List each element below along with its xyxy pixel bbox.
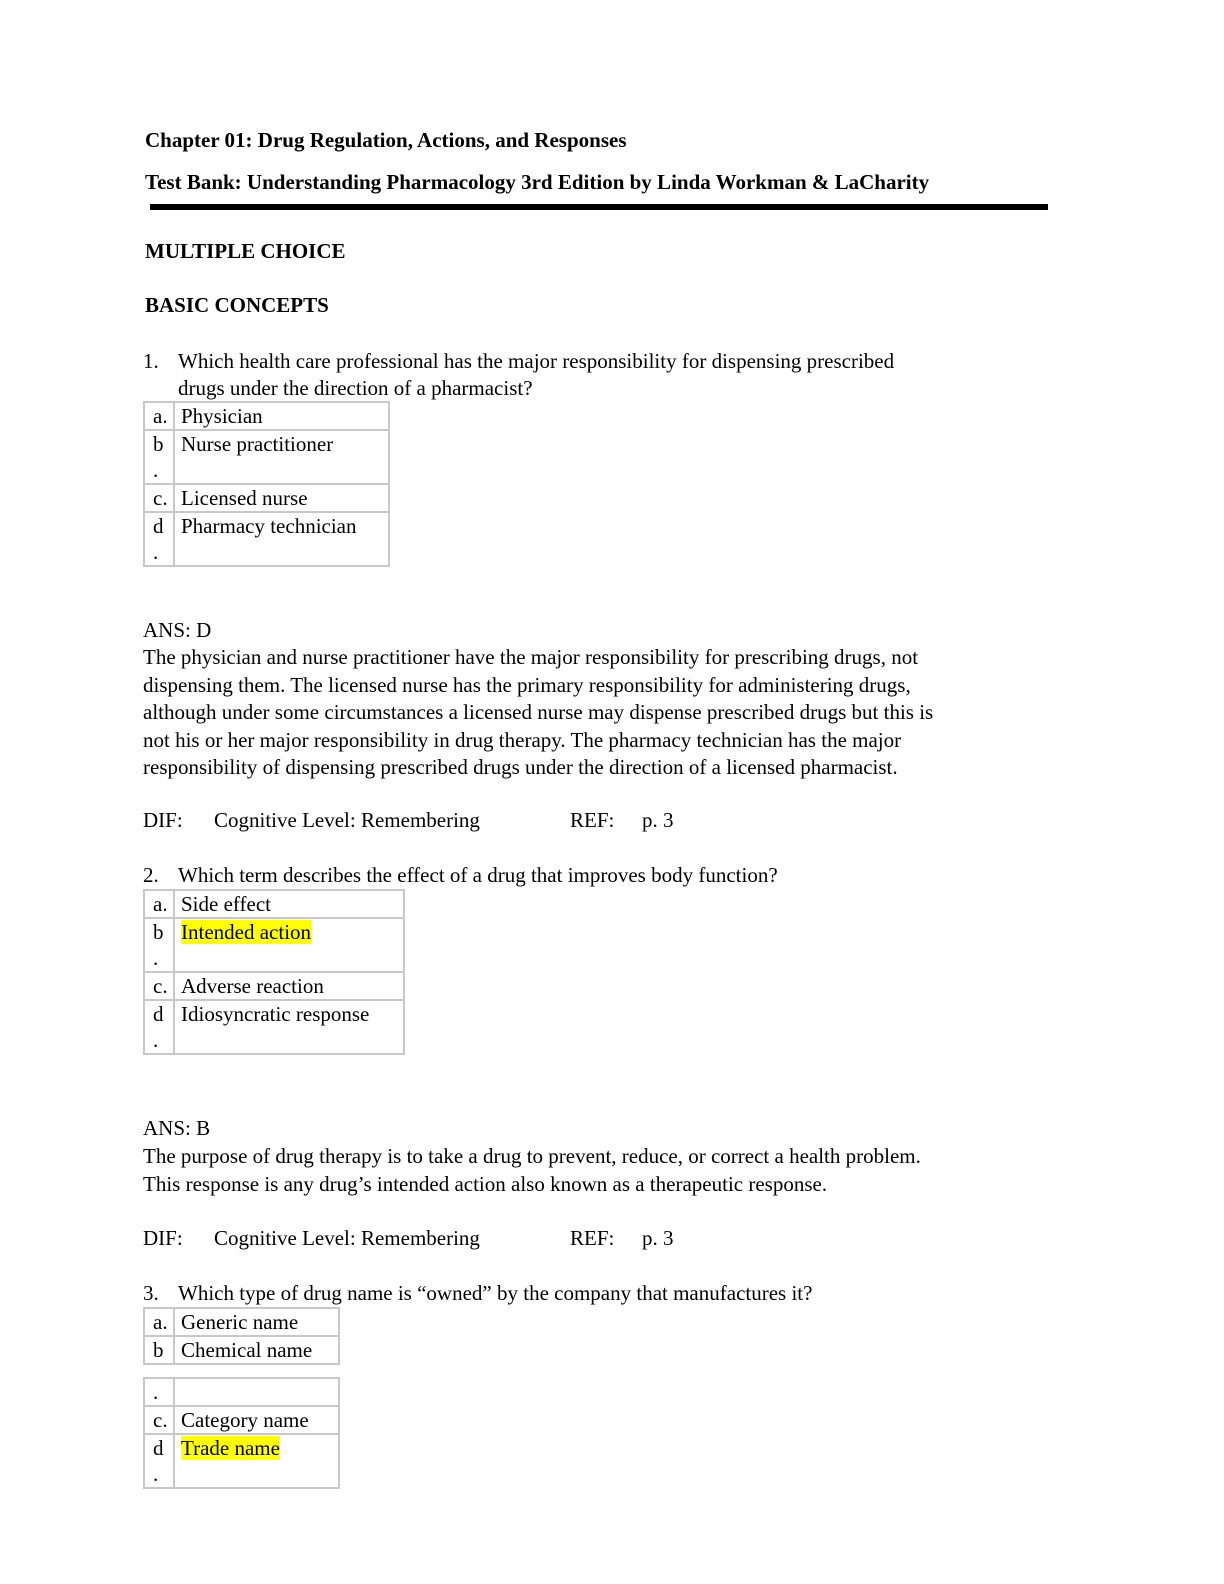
answer-q2: ANS: B xyxy=(143,1116,211,1140)
rationale-line: although under some circumstances a licensed nurse may dispense prescribed drugs but this is xyxy=(143,700,934,724)
chapter-title: Chapter 01: Drug Regulation, Actions, and Responses xyxy=(145,128,627,152)
section-multiple-choice: MULTIPLE CHOICE xyxy=(145,239,346,263)
option-text: Category name xyxy=(174,1406,339,1434)
section-basic-concepts: BASIC CONCEPTS xyxy=(145,293,329,317)
option-letter: b . xyxy=(144,918,174,972)
option-row[interactable] xyxy=(144,512,389,566)
option-text xyxy=(174,918,404,972)
option-row[interactable] xyxy=(144,484,389,512)
option-row[interactable] xyxy=(144,890,404,918)
option-text: Side effect xyxy=(174,890,404,918)
option-row[interactable] xyxy=(144,1000,404,1054)
option-row xyxy=(144,1378,339,1406)
question-number: 3. xyxy=(143,1281,159,1305)
header-rule xyxy=(150,204,1048,210)
metadata-q1 xyxy=(143,808,843,836)
question-1 xyxy=(143,348,1043,404)
dif-value: Cognitive Level: Remembering xyxy=(214,808,480,832)
dif-label: DIF: xyxy=(143,1226,183,1250)
option-letter: . xyxy=(144,1378,174,1406)
option-text: Adverse reaction xyxy=(174,972,404,1000)
rationale-line: The physician and nurse practitioner have the major responsibility for prescribing drugs, not xyxy=(143,645,919,669)
highlighted-answer: Intended action xyxy=(181,920,312,944)
option-letter: d . xyxy=(144,1000,174,1054)
dif-value: Cognitive Level: Remembering xyxy=(214,1226,480,1250)
question-3 xyxy=(143,1280,1043,1308)
rationale-q1 xyxy=(143,644,933,782)
highlighted-answer: Trade name xyxy=(181,1436,280,1460)
option-text: Nurse practitioner xyxy=(174,430,389,484)
option-row[interactable] xyxy=(144,1336,339,1364)
option-text xyxy=(174,1378,339,1406)
option-letter: a. xyxy=(144,890,174,918)
dif-label: DIF: xyxy=(143,808,183,832)
option-row[interactable] xyxy=(144,972,404,1000)
question-number: 2. xyxy=(143,863,159,887)
question-stem-line-1: Which term describes the effect of a drug that improves body function? xyxy=(178,863,778,887)
ref-value: p. 3 xyxy=(642,1226,674,1250)
rationale-line: dispensing them. The licensed nurse has the primary responsibility for administering drugs, xyxy=(143,672,911,697)
option-row[interactable] xyxy=(144,402,389,430)
question-stem-line-1: Which health care professional has the major responsibility for dispensing prescribed xyxy=(178,349,895,373)
rationale-line: The purpose of drug therapy is to take a drug to prevent, reduce, or correct a health problem. xyxy=(143,1144,921,1168)
option-row[interactable] xyxy=(144,1308,339,1336)
option-letter: d . xyxy=(144,512,174,566)
answer-q1: ANS: D xyxy=(143,618,212,642)
option-letter: c. xyxy=(144,484,174,512)
option-text: Chemical name xyxy=(174,1336,339,1364)
option-text: Generic name xyxy=(174,1308,339,1336)
option-text: Idiosyncratic response xyxy=(174,1000,404,1054)
option-row[interactable] xyxy=(144,1434,339,1488)
options-table-q2 xyxy=(143,889,405,1055)
test-bank-subtitle: Test Bank: Understanding Pharmacology 3rd Edition by Linda Workman & LaCharity xyxy=(145,170,930,194)
option-letter: c. xyxy=(144,972,174,1000)
option-text xyxy=(174,1434,339,1488)
option-letter: a. xyxy=(144,1308,174,1336)
option-letter: c. xyxy=(144,1406,174,1434)
option-row[interactable] xyxy=(144,918,404,972)
question-stem-line-2: drugs under the direction of a pharmacist? xyxy=(178,376,533,400)
rationale-line: responsibility of dispensing prescribed drugs under the direction of a licensed pharmacist. xyxy=(143,755,898,779)
option-letter: b . xyxy=(144,430,174,484)
option-letter: a. xyxy=(144,402,174,430)
question-2 xyxy=(143,862,1043,890)
option-letter: d . xyxy=(144,1434,174,1488)
ref-label: REF: xyxy=(570,808,615,832)
options-table-q3-part1 xyxy=(143,1307,340,1365)
option-row[interactable] xyxy=(144,430,389,484)
question-stem-line-1: Which type of drug name is “owned” by the company that manufactures it? xyxy=(178,1281,813,1305)
metadata-q2 xyxy=(143,1226,843,1254)
ref-label: REF: xyxy=(570,1226,615,1250)
option-row[interactable] xyxy=(144,1406,339,1434)
option-text: Licensed nurse xyxy=(174,484,389,512)
options-table-q1 xyxy=(143,401,390,567)
option-text: Physician xyxy=(174,402,389,430)
ref-value: p. 3 xyxy=(642,808,674,832)
rationale-q2 xyxy=(143,1143,921,1198)
rationale-line: not his or her major responsibility in drug therapy. The pharmacy technician has the major xyxy=(143,727,902,752)
option-letter: b xyxy=(144,1336,174,1364)
rationale-line: This response is any drug’s intended action also known as a therapeutic response. xyxy=(143,1171,828,1196)
options-table-q3-part2 xyxy=(143,1377,340,1489)
option-text: Pharmacy technician xyxy=(174,512,389,566)
question-number: 1. xyxy=(143,349,159,373)
